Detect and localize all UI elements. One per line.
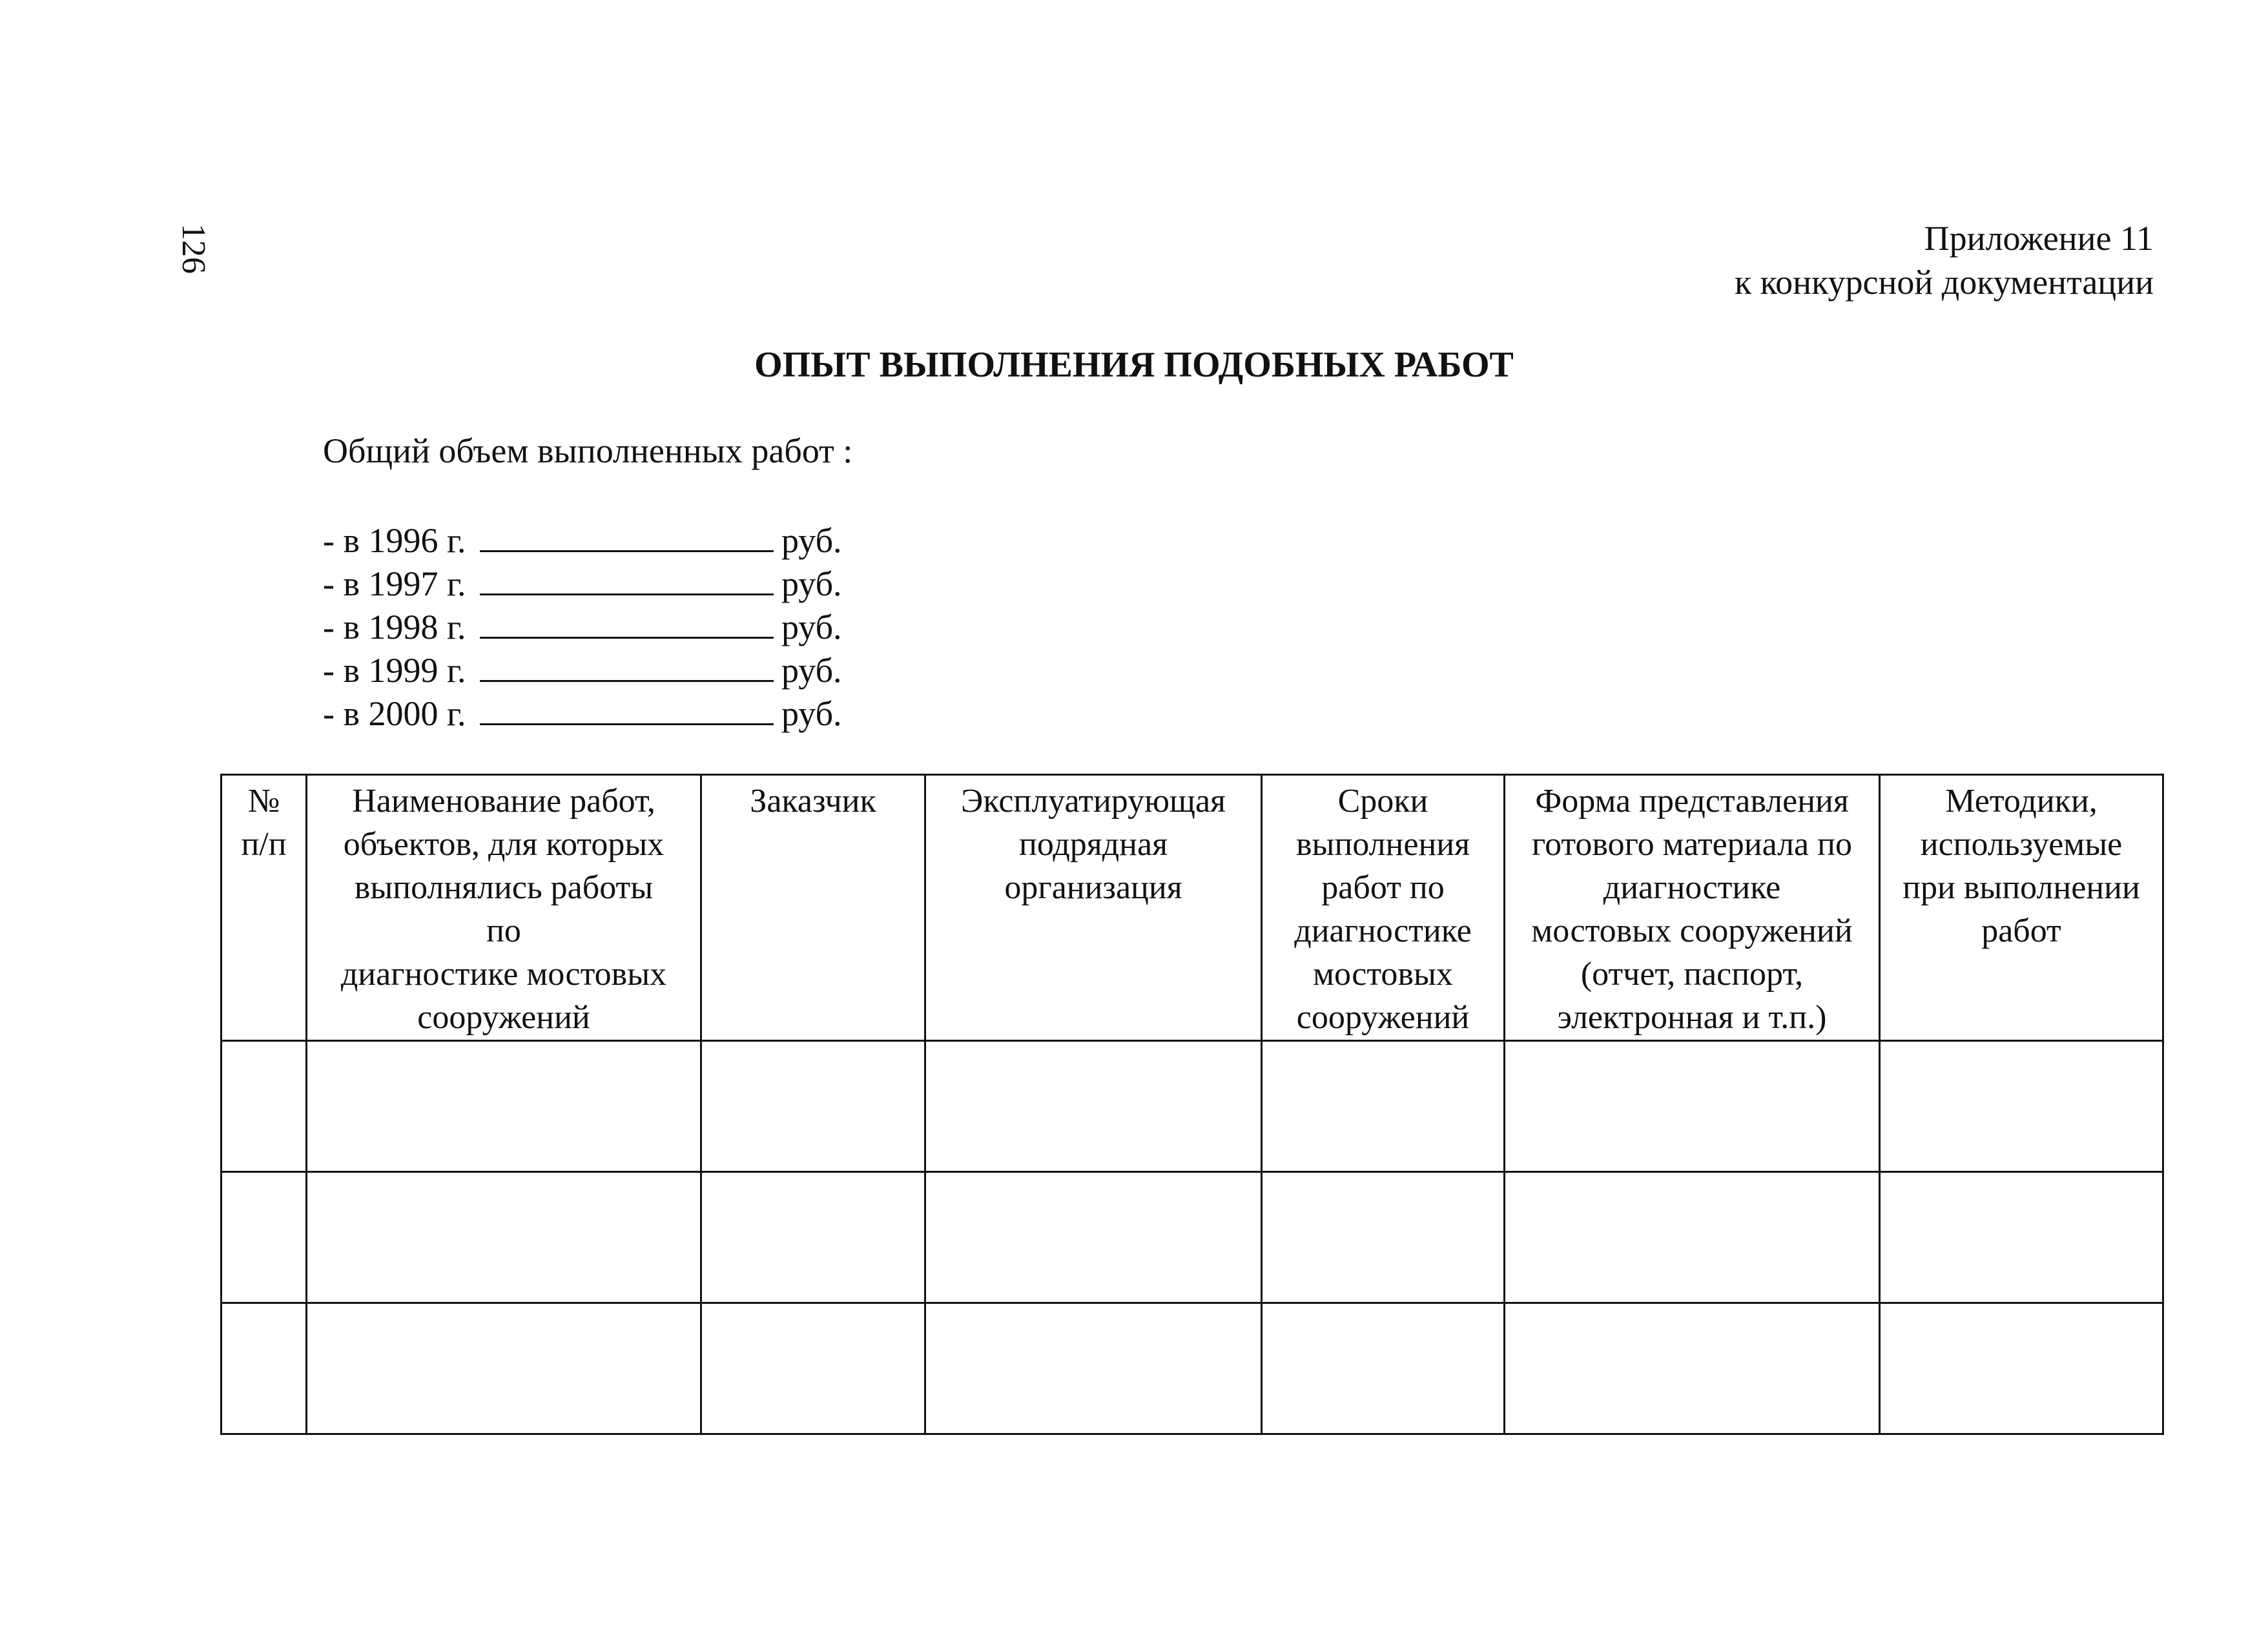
- table-cell: [222, 1303, 307, 1434]
- table-row: [222, 1172, 2163, 1303]
- currency-label: руб.: [781, 521, 842, 560]
- currency-label: руб.: [781, 694, 842, 733]
- table-cell: [222, 1041, 307, 1172]
- amount-blank-line: [480, 646, 774, 682]
- table-cell: [1880, 1303, 2163, 1434]
- year-label: - в 1996 г.: [323, 521, 466, 560]
- amount-blank-line: [480, 690, 774, 725]
- year-row-1999: [323, 646, 842, 690]
- header-methods: Методики, используемые при выполнении работ: [1880, 775, 2163, 1041]
- table-cell: [1262, 1172, 1505, 1303]
- table-row: [222, 1303, 2163, 1434]
- appendix-line-2: к конкурсной документации: [1734, 263, 2154, 302]
- table-cell: [1505, 1303, 1880, 1434]
- table-cell: [222, 1172, 307, 1303]
- header-operating-contractor: Эксплуатирующая подрядная организация: [925, 775, 1262, 1041]
- table-cell: [925, 1041, 1262, 1172]
- amount-blank-line: [480, 603, 774, 639]
- year-row-1996: [323, 517, 842, 560]
- amount-blank-line: [480, 517, 774, 552]
- table-cell: [1880, 1041, 2163, 1172]
- year-label: - в 1997 г.: [323, 564, 466, 603]
- currency-label: руб.: [781, 608, 842, 646]
- table-cell: [701, 1041, 925, 1172]
- yearly-volume-list: [323, 517, 842, 733]
- year-label: - в 1999 г.: [323, 651, 466, 690]
- table-cell: [925, 1303, 1262, 1434]
- table-cell: [1880, 1172, 2163, 1303]
- header-deadlines: Сроки выполнения работ по диагностике мостовых сооружений: [1262, 775, 1505, 1041]
- experience-table: [220, 774, 2164, 1435]
- total-volume-label: Общий объем выполненных работ :: [323, 431, 853, 470]
- year-label: - в 1998 г.: [323, 608, 466, 646]
- currency-label: руб.: [781, 564, 842, 603]
- appendix-note: [1735, 216, 2154, 304]
- currency-label: руб.: [781, 651, 842, 690]
- year-row-1998: [323, 603, 842, 646]
- table-cell: [1262, 1303, 1505, 1434]
- page-title: ОПЫТ ВЫПОЛНЕНИЯ ПОДОБНЫХ РАБОТ: [754, 345, 1514, 385]
- table-cell: [701, 1303, 925, 1434]
- table-cell: [307, 1041, 701, 1172]
- header-customer: Заказчик: [701, 775, 925, 1041]
- table-row: [222, 1041, 2163, 1172]
- table-cell: [925, 1172, 1262, 1303]
- table-cell: [307, 1172, 701, 1303]
- header-material-form: Форма представления готового материала по диагностике мостовых сооружений (отчет, паспорт, электронная и т.п.): [1505, 775, 1880, 1041]
- page-number: 126: [175, 223, 212, 274]
- table-cell: [701, 1172, 925, 1303]
- table-cell: [1505, 1041, 1880, 1172]
- amount-blank-line: [480, 560, 774, 595]
- table-cell: [307, 1303, 701, 1434]
- appendix-line-1: Приложение 11: [1924, 219, 2154, 258]
- header-work-name: Наименование работ, объектов, для которых выполнялись работы по диагностике мостовых сооружений: [307, 775, 701, 1041]
- table-header-row: [222, 775, 2163, 1041]
- year-label: - в 2000 г.: [323, 694, 466, 733]
- table-cell: [1505, 1172, 1880, 1303]
- year-row-2000: [323, 690, 842, 733]
- year-row-1997: [323, 560, 842, 603]
- header-number: № п/п: [222, 775, 307, 1041]
- table-cell: [1262, 1041, 1505, 1172]
